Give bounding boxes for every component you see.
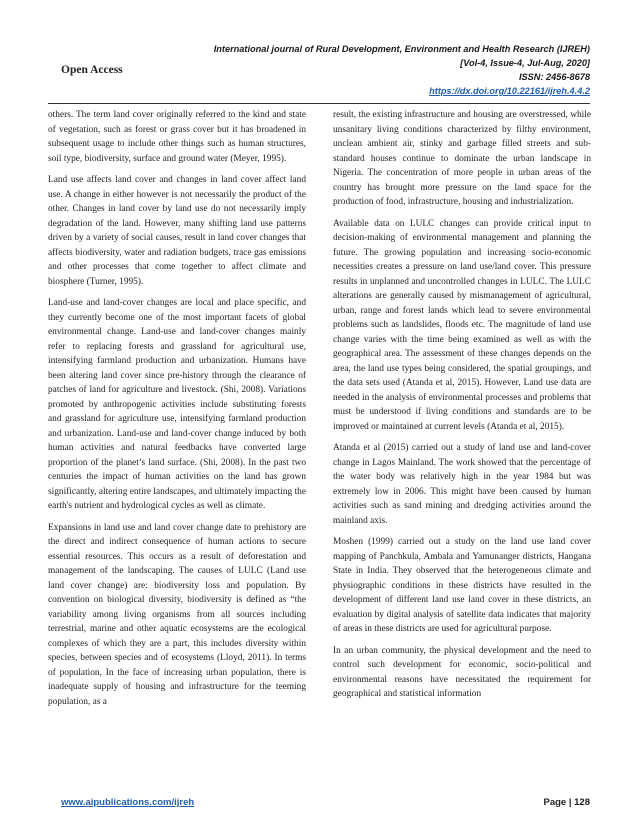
journal-volume: [Vol-4, Issue-4, Jul-Aug, 2020]	[460, 58, 590, 68]
paragraph: Moshen (1999) carried out a study on the land use land cover mapping of Panchkula, Ambala and Yamunanger districts, Hangana State in India. They observed that the heterogeneous climate and physiographic conditions in these districts have resulted in the development of different land use land cover in these districts, an evaluation by digital analysis of satellite data indicates that majority of areas in these districts are used for agricultural purpose.	[333, 537, 591, 634]
journal-header	[120, 42, 590, 98]
website-link[interactable]: www.aipublications.com/ijreh	[61, 797, 195, 808]
paragraph: Land-use and land-cover changes are local and place specific, and they currently become one of the most important facets of global environmental change. Land-use and land-cover changes mainly refer to replacing forests and grassland for agricultural use, intensifying farmland production and urbanization. Humans have been altering land cover since pre-history through the clearance of patches of land for agriculture and livestock. (Shi, 2008). Variations promoted by anthropogenic activities include substituting forests and grassland for agriculture use, intensifying farmland production and urbanization. Land-use and land-cover change induced by both human activities and natural feedbacks have converted large proportion of the planet’s land surface. (Shi, 2008). In the past two centuries the impact of human activities on the land has grown significantly, altering entire landscapes, and ultimately impacting the earth's nutrient and hydrological cycles as well as climate.	[48, 298, 306, 511]
paragraph: result, the existing infrastructure and housing are overstressed, while unsanitary living conditions characterized by filthy environment, unclean ambient air, stinky and garbage filled streets and sub-standard houses continue to dominate the urban landscape in Nigeria. The concentration of more people in urban areas of the country has brought more pressure on the land space for the production of food, infrastructure, housing and industrialization.	[333, 110, 591, 207]
paragraph: Available data on LULC changes can provide critical input to decision-making of environmental management and planning the future. The growing population and increasing socio-economic necessities creates a pressure on land use/land cover. This pressure results in unplanned and uncontrolled changes in LULC. The LULC alterations are generally caused by mismanagement of agricultural, urban, range and forest lands which lead to severe environmental problems such as landslides, floods etc. The magnitude of land use change varies with the time being examined as well as with the geographical area. The assessment of these changes depends on the area, the land use types being considered, the spatial groupings, and the data sets used (Atanda et al, 2015). However, Land use data are needed in the analysis of environmental processes and problems that must be understood if living conditions and standards are to be improved or maintained at current levels (Atanda et al, 2015).	[333, 218, 591, 432]
journal-issn: ISSN: 2456-8678	[519, 72, 590, 82]
paragraph: Atanda et al (2015) carried out a study of land use and land-cover change in Lagos Mainland. The work showed that the percentage of the water body was relatively high in the year 1984 but was extremely low in 2006. This might have been caused by human activities such as sand mining and dredging activities around the mainland axis.	[333, 443, 591, 526]
journal-title: International journal of Rural Development, Environment and Health Research (IJREH)	[213, 44, 590, 54]
left-column	[48, 108, 306, 716]
paragraph: Expansions in land use and land cover change date to prehistory are the direct and indirect consequence of human actions to secure essential resources. This occurs as a result of deforestation and management of the landscaping. The causes of LULC (Land use land cover change) are: biodiversity loss and population. By convention on biological diversity, biodiversity is defined as “the variability among living organisms from all sources including terrestrial, marine and other aquatic ecosystems are the ecological complexes of which they are a part, this includes diversity within species, between species and of ecosystems (Lloyd, 2011). In terms of population, In the face of increasing urban population, there is inadequate supply of housing and infrastructure for the teeming population, as a	[48, 522, 306, 707]
header-divider	[48, 103, 590, 104]
right-column	[333, 108, 591, 709]
paragraph: others. The term land cover originally referred to the kind and state of vegetation, such as forest or grass cover but it has broadened in subsequent usage to include other things such as human structures, soil type, biodiversity, surface and ground water (Meyer, 1995).	[48, 110, 306, 164]
open-access-label: Open Access	[61, 64, 123, 76]
page-number: Page | 128	[543, 797, 590, 808]
doi-link[interactable]: https://dx.doi.org/10.22161/ijreh.4.4.2	[429, 86, 590, 96]
paragraph: In an urban community, the physical development and the need to control such development for economic, socio-political and environmental reasons have necessitated the requirement for geographical and statistical information	[333, 645, 591, 699]
paragraph: Land use affects land cover and changes in land cover affect land use. A change in either however is not necessarily the product of the other. Changes in land cover by land use do not necessarily imply degradation of the land. However, many shifting land use patterns driven by a variety of social causes, result in land cover changes that affects biodiversity, water and radiation budgets, trace gas emissions and other processes that come together to affect climate and biosphere (Turner, 1995).	[48, 175, 306, 287]
